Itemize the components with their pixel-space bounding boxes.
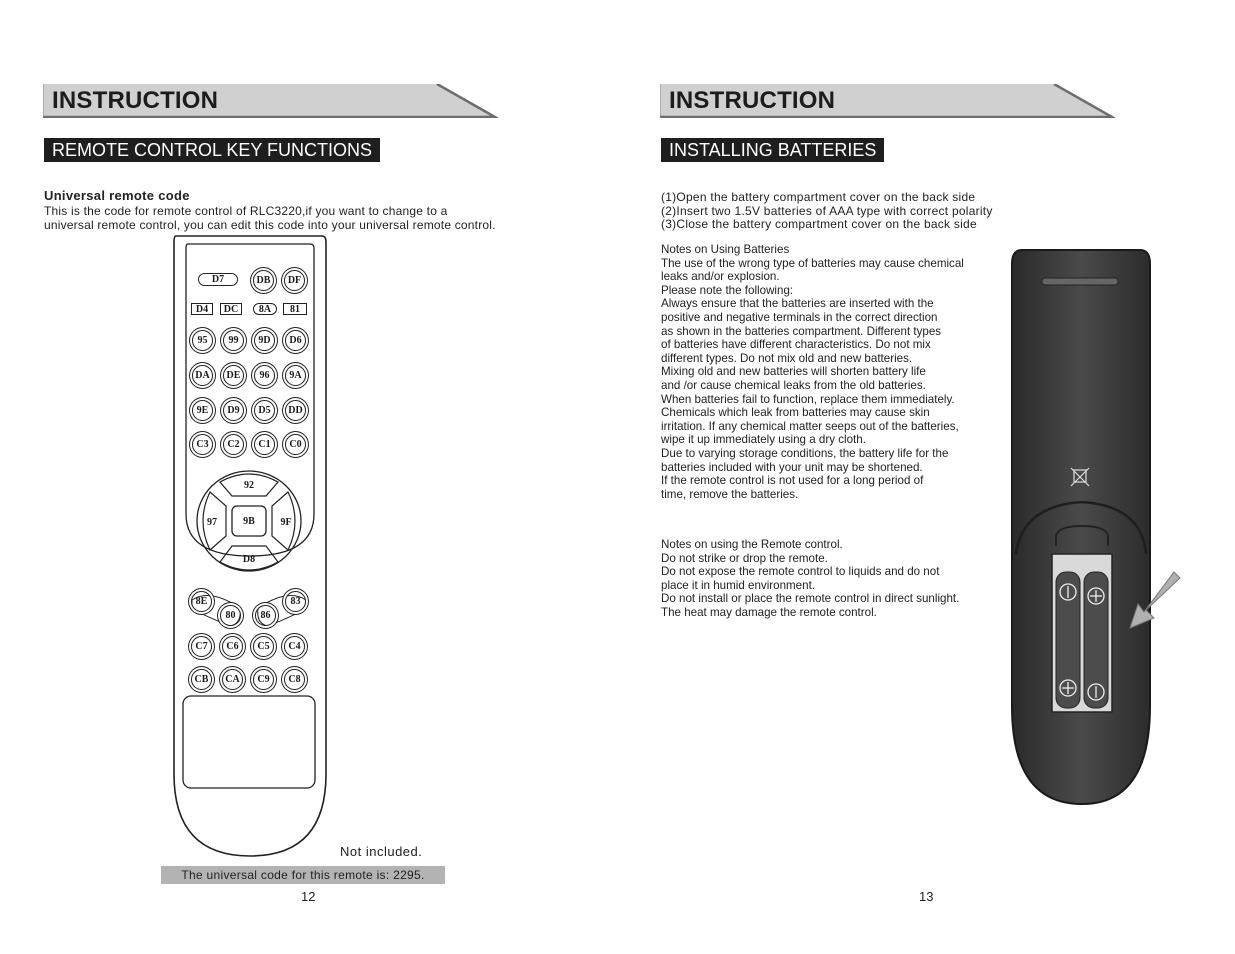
section-heading: REMOTE CONTROL KEY FUNCTIONS: [44, 138, 380, 162]
remote-key: 80: [220, 605, 241, 626]
remote-key: C1: [254, 434, 275, 455]
remote-key: 8A: [253, 303, 277, 315]
note-line: The heat may damage the remote control.: [661, 605, 877, 619]
remote-outline: [170, 234, 330, 858]
page-title: INSTRUCTION: [52, 87, 219, 114]
note-line: as shown in the batteries compartment. Different types: [661, 324, 942, 338]
note-line: wipe it up immediately using a dry cloth.: [661, 433, 866, 447]
note-line: and /or cause chemical leaks from the old batteries.: [661, 378, 926, 392]
remote-key: 83: [285, 591, 306, 612]
remote-key: 99: [223, 330, 244, 351]
note-line: Chemicals which leak from batteries may cause skin: [661, 406, 930, 420]
remote-key: C5: [253, 636, 274, 657]
remote-key: D4: [191, 303, 213, 315]
remote-key: DD: [285, 400, 306, 421]
remote-key: D7: [198, 273, 238, 286]
remote-key: CA: [222, 669, 243, 690]
note-line: of batteries have different characteristics. Do not mix: [661, 338, 931, 352]
remote-key: C8: [284, 669, 305, 690]
remote-key: C9: [253, 669, 274, 690]
nav-left-key: 97: [207, 516, 217, 528]
left-page-header: [43, 84, 498, 118]
remote-key: 95: [192, 330, 213, 351]
remote-key: 9E: [192, 400, 213, 421]
universal-code-bar: The universal code for this remote is: 2295.: [161, 866, 445, 884]
nav-down-key: D8: [242, 553, 256, 565]
remote-key: CB: [191, 669, 212, 690]
step-line: (1)Open the battery compartment cover on the back side: [661, 190, 976, 204]
note-line: Do not install or place the remote control in direct sunlight.: [661, 592, 960, 606]
intro-line: universal remote control, you can edit this code into your universal remote control.: [44, 217, 496, 232]
remote-key: C6: [222, 636, 243, 657]
intro-line: This is the code for remote control of RLC3220,if you want to change to a: [44, 204, 448, 218]
step-line: (2)Insert two 1.5V batteries of AAA type with correct polarity: [661, 203, 993, 218]
note-line: If the remote control is not used for a long period of: [661, 474, 924, 488]
note-line: positive and negative terminals in the correct direction: [661, 310, 938, 324]
note-line: Notes on using the Remote control.: [661, 538, 843, 551]
note-line: Mixing old and new batteries will shorten battery life: [661, 365, 926, 379]
remote-key: 81: [283, 303, 307, 315]
nav-right-key: 9F: [280, 516, 292, 528]
right-page-header: [660, 84, 1115, 118]
page-number: 12: [301, 889, 316, 904]
note-line: Due to varying storage conditions, the battery life for the: [661, 446, 949, 460]
remote-key: 96: [254, 365, 275, 386]
note-line: The use of the wrong type of batteries may cause chemical: [661, 256, 964, 270]
page-number: 13: [919, 889, 934, 904]
note-line: batteries included with your unit may be shortened.: [661, 460, 923, 474]
note-line: different types. Do not mix old and new batteries.: [661, 351, 913, 365]
page-title: INSTRUCTION: [669, 87, 836, 114]
remote-key: DB: [253, 270, 274, 291]
remote-key: DF: [284, 270, 305, 291]
note-line: time, remove the batteries.: [661, 487, 799, 501]
remote-key: C3: [192, 434, 213, 455]
note-line: Do not strike or drop the remote.: [661, 551, 828, 565]
note-line: Always ensure that the batteries are inserted with the: [661, 297, 934, 311]
battery-steps: [661, 191, 993, 232]
remote-key: DA: [192, 365, 213, 386]
note-line: leaks and/or explosion.: [661, 270, 780, 284]
remote-key: D9: [223, 400, 244, 421]
note-line: Notes on Using Batteries: [661, 243, 790, 256]
not-included-note: Not included.: [340, 844, 423, 859]
remote-key: DC: [220, 303, 242, 315]
remote-key: 9D: [254, 330, 275, 351]
remote-notes: [661, 538, 959, 620]
note-line: place it in humid environment.: [661, 578, 816, 592]
step-line: (3)Close the battery compartment cover on the back side: [661, 217, 977, 232]
remote-back-illustration: [1008, 246, 1188, 808]
battery-notes: [661, 243, 964, 501]
note-line: Do not expose the remote control to liquids and do not: [661, 565, 940, 579]
remote-key: C7: [191, 636, 212, 657]
intro-text: [44, 205, 496, 232]
remote-key: C0: [285, 434, 306, 455]
nav-up-key: 92: [244, 479, 254, 491]
section-heading: INSTALLING BATTERIES: [661, 138, 884, 162]
nav-ok-key: 9B: [243, 515, 255, 527]
remote-key: 8E: [191, 591, 212, 612]
note-line: Please note the following:: [661, 283, 794, 297]
remote-illustration: [170, 234, 330, 858]
remote-key: C2: [223, 434, 244, 455]
remote-key: 86: [255, 605, 276, 626]
remote-key: 9A: [285, 365, 306, 386]
remote-key: D5: [254, 400, 275, 421]
remote-key: C4: [284, 636, 305, 657]
remote-key: DE: [223, 365, 244, 386]
note-line: irritation. If any chemical matter seeps out of the batteries,: [661, 419, 959, 433]
note-line: When batteries fail to function, replace them immediately.: [661, 392, 955, 406]
universal-code-subtitle: Universal remote code: [44, 188, 190, 203]
remote-key: D6: [285, 330, 306, 351]
